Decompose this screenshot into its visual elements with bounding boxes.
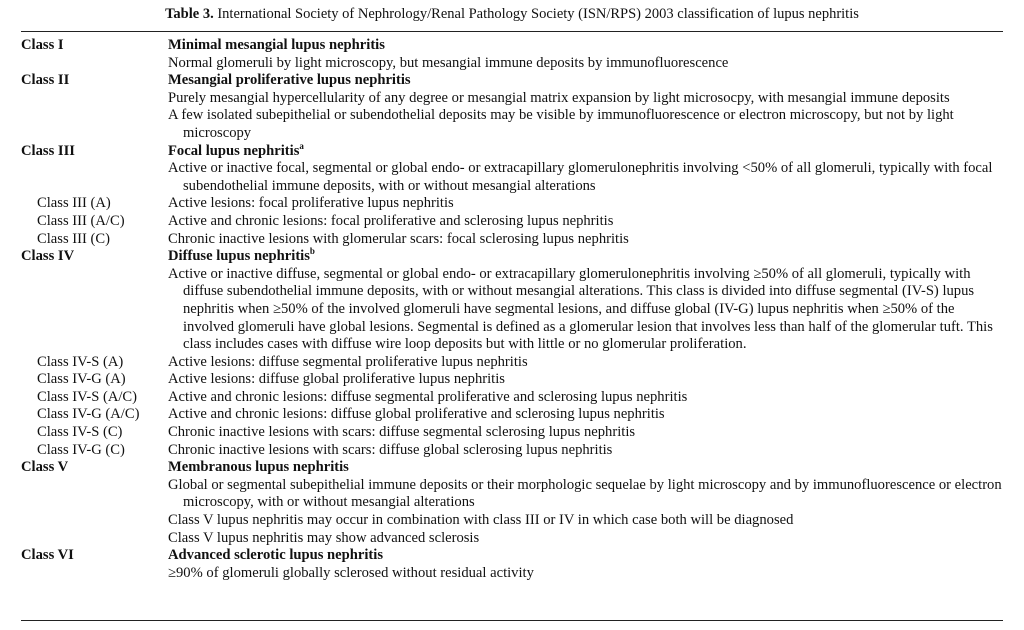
- class-label-empty: [21, 160, 168, 195]
- cell-text: Active and chronic lesions: diffuse segmental proliferative and sclerosing lupus nephritis: [168, 388, 688, 405]
- class-label: Class III (A/C): [37, 212, 125, 229]
- cell-text: Focal lupus nephritis: [168, 142, 300, 159]
- cell-text: Class V lupus nephritis may occur in combination with class III or IV in which case both will be diagnosed: [168, 512, 794, 529]
- table-row: [21, 442, 1003, 460]
- class-description: [168, 424, 1003, 442]
- class-name: [168, 72, 1003, 90]
- class-name: [168, 37, 1003, 55]
- class-label: Class V: [21, 459, 69, 476]
- table-row: [21, 195, 1003, 213]
- class-label: Class IV-S (A/C): [37, 388, 138, 405]
- class-label: Class VI: [21, 547, 74, 564]
- class-description: [168, 477, 1003, 512]
- class-name: [168, 140, 1003, 161]
- table-row: [21, 354, 1003, 372]
- table-row: [21, 547, 1003, 565]
- table-row: [21, 37, 1003, 55]
- table-row: [21, 371, 1003, 389]
- classification-table: [21, 37, 1003, 582]
- table-row: [21, 406, 1003, 424]
- table-row: [21, 565, 1003, 583]
- table-row: [21, 512, 1003, 530]
- cell-text: Active and chronic lesions: focal proliferative and sclerosing lupus nephritis: [168, 212, 614, 229]
- cell-text: Active or inactive diffuse, segmental or global endo- or extracapillary glomerulonephritis involving ≥50% of all glomeruli, typically with diffuse subendothelial immune deposits, with or without mesangial alterations. This class is divided into diffuse segmental (IV-S) lupus nephritis when ≥50% of the involved glomeruli have segmental lesions, and diffuse global (IV-G) lupus nephritis when ≥50% of the involved glomeruli have global lesions. Segmental is defined as a glomerular lesion that involves less than half of the glomerular tuft. This class includes cases with diffuse wire loop deposits but with little or no glomerular proliferation.: [168, 265, 993, 353]
- cell-text: Class V lupus nephritis may show advanced sclerosis: [168, 529, 480, 546]
- cell-text: ≥90% of glomeruli globally sclerosed without residual activity: [168, 564, 534, 581]
- class-description: [168, 160, 1003, 195]
- cell-text: Chronic inactive lesions with scars: diffuse global sclerosing lupus nephritis: [168, 441, 613, 458]
- cell-text: Chronic inactive lesions with scars: diffuse segmental sclerosing lupus nephritis: [168, 424, 636, 441]
- class-description: [168, 55, 1003, 73]
- cell-text: Active lesions: diffuse global proliferative lupus nephritis: [168, 371, 505, 388]
- class-label: Class IV-S (C): [37, 424, 123, 441]
- class-description: [168, 107, 1003, 142]
- class-description: [168, 266, 1003, 354]
- table-row: [21, 231, 1003, 249]
- class-label: Class III (C): [37, 230, 110, 247]
- class-description: [168, 354, 1003, 372]
- class-label: Class IV-S (A): [37, 353, 124, 370]
- class-name: [168, 248, 1003, 266]
- table-row: [21, 459, 1003, 477]
- cell-text: Chronic inactive lesions with glomerular scars: focal sclerosing lupus nephritis: [168, 230, 629, 247]
- class-name: [168, 547, 1003, 565]
- bottom-rule: [21, 620, 1003, 621]
- cell-text: Active or inactive focal, segmental or global endo- or extracapillary glomerulonephritis involving <50% of all glomeruli, typically with focal subendothelial immune deposits, with or without mesangial alterations: [168, 160, 993, 194]
- class-label-empty: [21, 477, 168, 512]
- table-row: [21, 107, 1003, 142]
- class-label-empty: [21, 55, 168, 73]
- table-row: [21, 213, 1003, 231]
- table-row: [21, 248, 1003, 266]
- class-label-empty: [21, 266, 168, 354]
- table-row: [21, 72, 1003, 90]
- footnote-marker: a: [299, 140, 304, 151]
- class-label: Class IV: [21, 248, 75, 265]
- cell-text: Mesangial proliferative lupus nephritis: [168, 72, 411, 89]
- class-description: [168, 195, 1003, 213]
- cell-text: Normal glomeruli by light microscopy, but mesangial immune deposits by immunofluorescence: [168, 54, 729, 71]
- class-description: [168, 213, 1003, 231]
- table-row: [21, 389, 1003, 407]
- class-label: Class III (A): [37, 195, 111, 212]
- class-description: [168, 442, 1003, 460]
- class-description: [168, 530, 1003, 548]
- table-row: [21, 266, 1003, 354]
- table-row: [21, 424, 1003, 442]
- table-row: [21, 140, 1003, 161]
- class-label: Class IV-G (A): [37, 371, 126, 388]
- footnote-marker: b: [309, 246, 315, 257]
- class-description: [168, 90, 1003, 108]
- cell-text: Active lesions: focal proliferative lupus nephritis: [168, 195, 454, 212]
- table-label: Table 3.: [165, 6, 214, 22]
- class-label-empty: [21, 107, 168, 142]
- cell-text: A few isolated subepithelial or subendothelial deposits may be visible by immunofluorescence or electron microscopy, but not by light microscopy: [168, 107, 954, 141]
- class-name: [168, 459, 1003, 477]
- class-description: [168, 371, 1003, 389]
- table-row: [21, 477, 1003, 512]
- cell-text: Minimal mesangial lupus nephritis: [168, 37, 385, 53]
- cell-text: Global or segmental subepithelial immune deposits or their morphologic sequelae by light microscopy and by immunofluorescence or electron microscopy, with or without mesangial alterations: [168, 476, 1002, 511]
- table-row: [21, 530, 1003, 548]
- cell-text: Diffuse lupus nephritis: [168, 248, 310, 265]
- cell-text: Active lesions: diffuse segmental proliferative lupus nephritis: [168, 353, 528, 370]
- table-row: [21, 55, 1003, 73]
- cell-text: Active and chronic lesions: diffuse global proliferative and sclerosing lupus nephritis: [168, 406, 665, 423]
- cell-text: Membranous lupus nephritis: [168, 459, 349, 476]
- class-label-empty: [21, 530, 168, 548]
- class-description: [168, 231, 1003, 249]
- class-label-empty: [21, 90, 168, 108]
- class-label: Class IV-G (C): [37, 441, 125, 458]
- class-description: [168, 565, 1003, 583]
- class-label: Class III: [21, 142, 75, 159]
- table-caption: [21, 0, 1003, 28]
- table-row: [21, 160, 1003, 195]
- table-title: International Society of Nephrology/Renal Pathology Society (ISN/RPS) 2003 classification of lupus nephritis: [217, 6, 859, 22]
- class-label: Class I: [21, 37, 64, 53]
- class-label: Class II: [21, 72, 70, 89]
- class-label-empty: [21, 512, 168, 530]
- cell-text: Advanced sclerotic lupus nephritis: [168, 547, 384, 564]
- cell-text: Purely mesangial hypercellularity of any degree or mesangial matrix expansion by light microsocpy, with mesangial immune deposits: [168, 89, 950, 106]
- top-rule: [21, 31, 1003, 32]
- class-description: [168, 389, 1003, 407]
- class-description: [168, 512, 1003, 530]
- class-label-empty: [21, 565, 168, 583]
- class-description: [168, 406, 1003, 424]
- table-row: [21, 90, 1003, 108]
- class-label: Class IV-G (A/C): [37, 406, 140, 423]
